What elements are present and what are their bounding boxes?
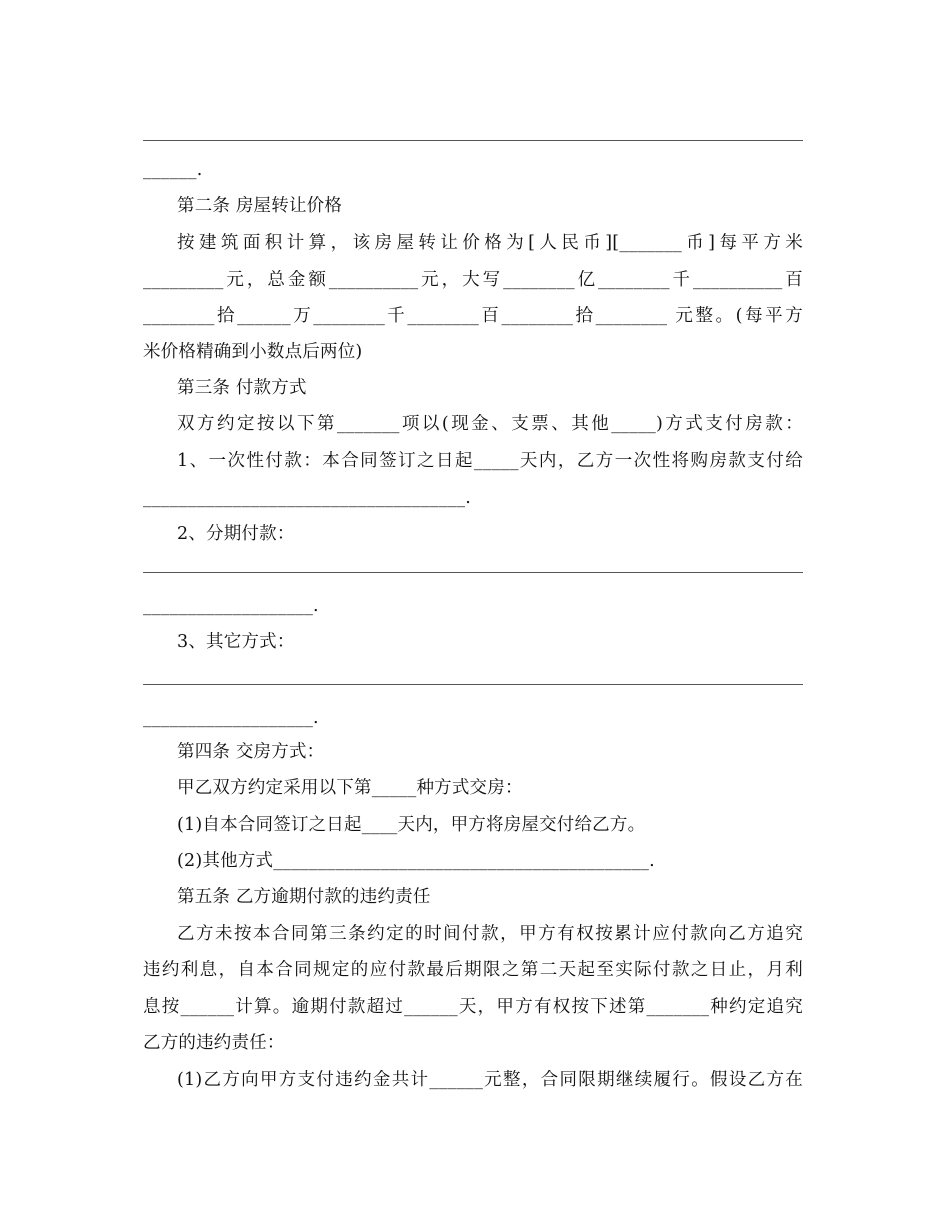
article-3-title: 第三条 付款方式: [177, 378, 307, 398]
blank-rule-line: [143, 684, 803, 685]
article-2-text: ________拾______万________千________百________拾________ 元整。(每平方: [143, 306, 803, 326]
article-3-text: 3、其它方式：: [177, 632, 295, 652]
article-5-text: 乙方未按本合同第三条约定的时间付款，甲方有权按累计应付款向乙方追究: [177, 924, 803, 944]
article-3-text: 2、分期付款：: [177, 524, 295, 544]
article-2-title: 第二条 房屋转让价格: [177, 196, 343, 216]
article-5-text: (1)乙方向甲方支付违约金共计______元整，合同限期继续履行。假设乙方在: [177, 1070, 803, 1090]
article-4-text: 甲乙双方约定采用以下第_____种方式交房：: [177, 778, 523, 798]
article-3-text: ___________________.: [143, 708, 319, 728]
article-2-text: _________元，总金额__________元，大写________亿________千__________百: [143, 270, 803, 290]
article-3-text: 双方约定按以下第_______项以(现金、支票、其他_____)方式支付房款：: [177, 414, 803, 434]
article-4-text: (1)自本合同签订之日起____天内，甲方将房屋交付给乙方。: [177, 815, 646, 835]
article-3-text: 1、一次性付款：本合同签订之日起_____天内，乙方一次性将购房款支付给: [177, 451, 803, 471]
article-3-text: ___________________.: [143, 596, 319, 616]
article-2-text: 米价格精确到小数点后两位): [143, 342, 363, 362]
article-5-text: 息按______计算。逾期付款超过______天，甲方有权按下述第_______种约定追究: [143, 997, 803, 1017]
article-5-text: 乙方的违约责任：: [143, 1033, 285, 1053]
blank-rule-line: [143, 140, 803, 141]
article-2-text: 按建筑面积计算，该房屋转让价格为[人民币][_______币]每平方米: [177, 233, 803, 253]
article-4-title: 第四条 交房方式：: [177, 742, 325, 762]
blank-rule-line: [143, 572, 803, 573]
article-5-text: 违约利息，自本合同规定的应付款最后期限之第二天起至实际付款之日止，月利: [143, 960, 803, 980]
article-4-text: (2)其他方式__________________________________________.: [177, 851, 655, 871]
blank-line-end: ______.: [143, 160, 203, 180]
article-5-title: 第五条 乙方逾期付款的违约责任: [177, 887, 431, 907]
article-3-text: ____________________________________.: [143, 488, 471, 508]
